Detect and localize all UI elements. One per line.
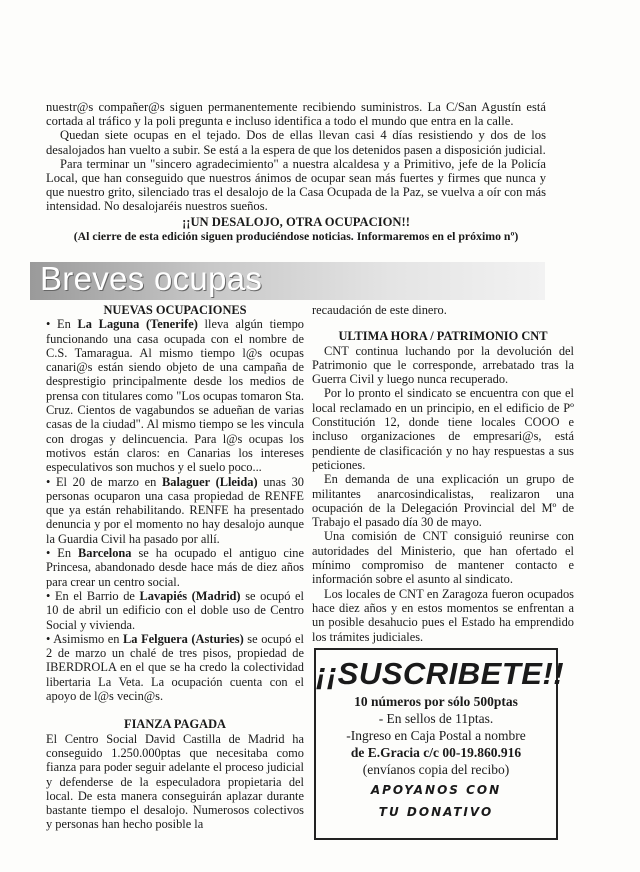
subscribe-title: ¡¡SUSCRIBETE!!: [316, 656, 565, 691]
section-title: Breves ocupas: [40, 260, 263, 297]
item-balaguer: • El 20 de marzo en Balaguer (Lleida) unas 30 personas ocuparon una casa propiedad de RENFE que ya están rehabilitando. RENFE ha presentado denuncia y por el momento no hay desalojo aunque la Guardia Civil ha pasado por allí.: [46, 474, 304, 546]
heading-nuevas-ocupaciones: NUEVAS OCUPACIONES: [103, 303, 247, 317]
cnt-paragraph-4: Una comisión de CNT consiguió reunirse con autoridades del Ministerio, que han ofertado el mínimo compromiso de mantener contacto e información sobre el asunto al sindicato.: [312, 529, 574, 587]
subscribe-postal: -Ingreso en Caja Postal a nombre: [346, 728, 526, 743]
item-la-laguna: • En La Laguna (Tenerife) lleva algún tiempo funcionando una casa ocupada con el nombre de C.S. Tamaragua. Al mismo tiempo l@s ocupas canari@s están siendo objeto de una campaña de desprestigio principalmente desde los medios de prensa con titulares como "Los ocupas tomaron Sta. Cruz. Cientos de vagabundos se adueñan de varias casas de la ciudad". Al mismo tiempo se les vincula con drogas y delincuencia. Para l@s ocupas los motivos están claros: en Canarias los intereses especulativos son muchos y el suelo poco...: [46, 317, 304, 475]
cnt-paragraph-1: CNT continua luchando por la devolución del Patrimonio que le corresponde, arrebatado tras la Guerra Civil y luego nunca recuperado.: [312, 343, 574, 387]
top-paragraph-1: nuestr@s compañer@s siguen permanentemente recibiendo suministros. La C/San Agustín está cortada al tráfico y la poli pregunta e incluso identifica a todo el mundo que entra en la calle.: [46, 100, 546, 129]
heading-ultima-hora: ULTIMA HORA / PATRIMONIO CNT: [338, 329, 548, 344]
subscribe-offer: 10 números por sólo 500ptas: [354, 694, 518, 709]
heading-fianza-pagada: FIANZA PAGADA: [124, 717, 226, 732]
left-column: [46, 303, 304, 832]
fianza-paragraph: El Centro Social David Castilla de Madrid ha conseguido 1.250.000ptas que necesitaba como fianza para poder seguir adelante el proceso judicial y defenderse de la especuladora propietaria del local. De esta manera conseguirán aplazar durante bastante tiempo el desalojo. Numerosos colectivos y personas han hecho posible la: [46, 731, 304, 832]
cnt-paragraph-3: En demanda de una explicación un grupo de militantes anarcosindicalistas, realizaron una ocupación de la Delegación Provincial del Mº de Trabajo el pasado día 30 de mayo.: [312, 472, 574, 530]
right-column: [312, 303, 574, 644]
subscribe-box: [314, 648, 565, 840]
top-article: [46, 100, 546, 243]
subscribe-handwritten-2: TU DONATIVO: [378, 805, 494, 819]
slogan: ¡¡UN DESALOJO, OTRA OCUPACION!!: [182, 214, 410, 229]
subscribe-account: de E.Gracia c/c 00-19.860.916: [350, 745, 522, 760]
subscribe-stamps: - En sellos de 11ptas.: [378, 711, 494, 726]
cnt-paragraph-2: Por lo pronto el sindicato se encuentra con que el local reclamado en un principio, en el edificio de Pº Constitución 12, donde tiene locales COOO e incluso organizaciones de empresari@s, está pendiente de clasificación y no hay respuestas a sus peticiones.: [312, 386, 574, 472]
item-la-felguera: • Asimismo en La Felguera (Asturies) se ocupó el 2 de marzo un chalé de tres pisos, propiedad de IBERDROLA en el que se ha credo la colectividad libertaria La Veta. La ocupación cuenta con el apoyo de l@s vecin@s.: [46, 631, 305, 704]
top-paragraph-2: Quedan siete ocupas en el tejado. Dos de ellas llevan casi 4 días resistiendo y dos de los desalojados han vuelto a subir. Se está a la espera de que los detenidos pasen a disposición judicial.: [46, 128, 546, 157]
item-lavapies: • En el Barrio de Lavapiés (Madrid) se ocupó el 10 de abril un edificio con el doble uso de Centro Social y vivienda.: [46, 588, 304, 632]
section-band: [30, 262, 545, 300]
subscribe-handwritten-1: APOYANOS CON: [370, 783, 502, 797]
cnt-paragraph-5: Los locales de CNT en Zaragoza fueron ocupados hace diez años y en estos momentos se enfrentan a un posible desahucio pues el Estado ha emprendido los trámites judiciales.: [312, 586, 574, 644]
item-barcelona: • En Barcelona se ha ocupado el antiguo cine Princesa, abandonado desde hace más de diez años para crear un centro social.: [46, 546, 304, 589]
top-paragraph-3: Para terminar un "sincero agradecimiento" a nuestra alcaldesa y a Primitivo, jefe de la Policía Local, que han conseguido que nuestros ánimos de ocupar sean más fuertes y firmes que nunca y que nuestro grito, silenciado tras el desalojo de la Casa Ocupada de la Paz, se vuelva a oír con más intensidad. No desalojaréis nuestros sueños.: [46, 156, 546, 214]
continuation-text: recaudación de este dinero.: [312, 303, 447, 317]
subscribe-receipt: (envíanos copia del recibo): [362, 762, 510, 777]
closing-note: (Al cierre de esta edición siguen produciéndose noticias. Informaremos en el próximo nº): [73, 228, 519, 243]
